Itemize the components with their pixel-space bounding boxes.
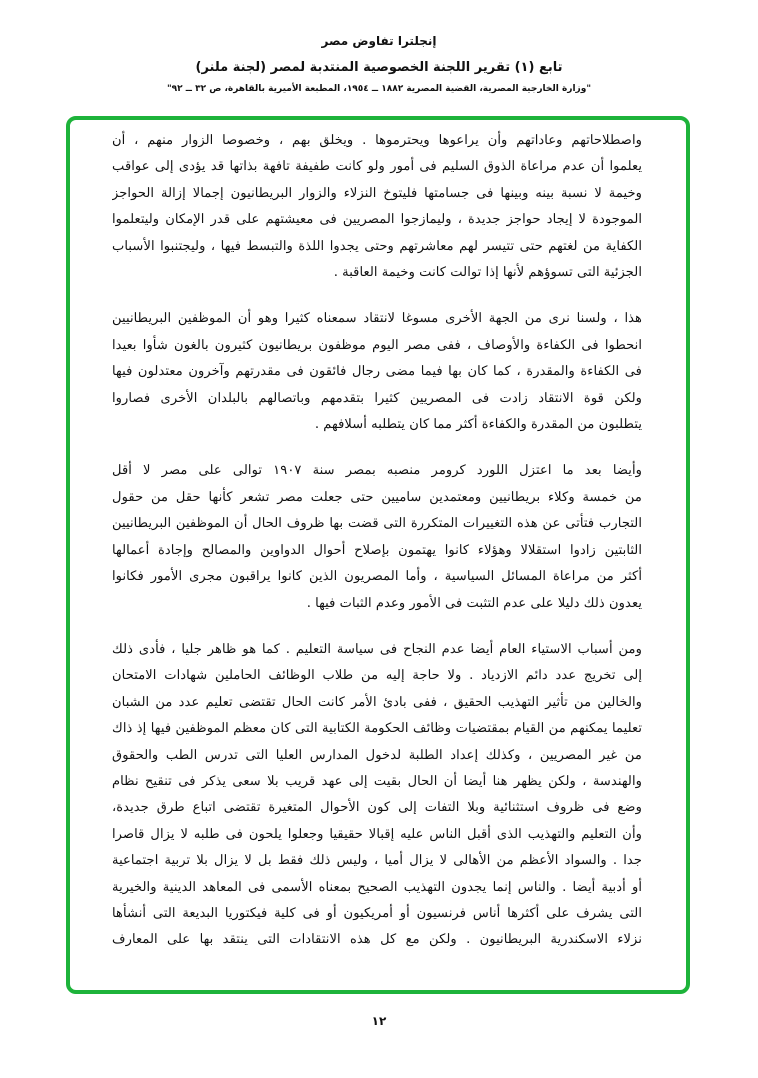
- text-line: التجارب فتأتى عن هذه التغييرات المتكررة التى قضت بها ظروف الحال أن الموظفين البريطانيين: [112, 516, 642, 532]
- paragraph-1: [112, 128, 642, 286]
- text-line: وخيمة لا نسبة بينه وبينها فى جسامتها فليتوخ النزلاء والزوار البريطانيون إجمالا إزالة الحواجز: [112, 185, 642, 201]
- document-subtitle: تابع (١) تقرير اللجنة الخصوصية المنتدبة لمصر (لجنة ملنر): [195, 60, 563, 75]
- text-line: الثابتين زادوا استقلالا وهؤلاء كانوا يهتمون بإصلاح أحوال الدواوين والمصالح وإجادة أعمالها: [112, 542, 642, 558]
- text-line: وضع فى ظروف استثنائية وبلا التفات إلى كون الأحوال المتغيرة تقتضى اتباع طرق جديدة،: [112, 800, 642, 816]
- text-line: الموجودة لا إيجاد حواجز جديدة ، وليمازجوا المصريين فى معيشتهم على قدر الإمكان وليتعلموا: [112, 212, 642, 228]
- document-body: [112, 128, 642, 954]
- text-line: والهندسة ، ولكن يظهر هنا أيضا أن الحال بقيت إلى عهد قريب بلا سعى يذكر فى تنقيح نظام: [112, 773, 642, 789]
- text-line: يعلموا أن عدم مراعاة الذوق السليم فى أمور ولو كانت طفيفة تافهة بذاتها قد يؤدى إلى عواقب: [112, 159, 642, 175]
- text-line: من خمسة وكلاء بريطانيين ومعتمدين ساميين حتى جعلت مصر تشعر كأنها حقل من حقول: [112, 489, 642, 505]
- text-line: أو أدبية أيضا . والناس إنما يجدون التهذيب الصحيح بمعناه الأسمى فى المعاهد الدينية والخيرية: [112, 879, 642, 895]
- text-line: الكفاية من لغتهم حتى تتيسر لهم معاشرتهم وحتى يجدوا اللذة والتبسط فيها ، وليجتنبوا الأسباب: [112, 238, 642, 254]
- text-line: الجزئية التى تسوؤهم لأنها إذا توالت كانت وخيمة العاقبة .: [333, 265, 642, 281]
- text-line: نزلاء الاسكندرية البريطانيون . ولكن مع كل هذه الانتقادات التى ينتقد بها على المعارف: [112, 932, 642, 948]
- text-line: ولكن قوة الانتقاد زادت فى المصريين كثيرا بتقدمهم وباتصالهم بالبلدان الأخرى فصاروا: [112, 390, 642, 406]
- text-line: التى يشرف على أكثرها أناس فرنسيون أو أمريكيون أو فى كلية فيكتوريا البديعة التى أنشأها: [112, 905, 642, 921]
- paragraph-4: [112, 637, 642, 954]
- paragraph-3: [112, 458, 642, 616]
- text-line: إلى تخريج عدد دائم الازدياد . ولا حاجة إليه من طلاب الوظائف الحاملين شهادات الامتحان: [112, 668, 642, 684]
- text-line: انحطوا فى الكفاءة والأوصاف ، ففى مصر اليوم موظفون بريطانيون كثيرون بالغون شأوا بعيدا: [112, 337, 642, 353]
- document-title: إنجلترا تفاوض مصر: [321, 34, 437, 48]
- text-line: من غير المصريين ، وكذلك إعداد الطلبة لدخول المدارس العليا التى تدرس الطب والحقوق: [112, 747, 642, 763]
- text-line: فى الكفاءة والمقدرة ، كما كان بها فيما مضى رجال فائقون فى مقدرتهم وآخرون معتدلون فيها: [112, 364, 642, 380]
- text-line: هذا ، ولسنا نرى من الجهة الأخرى مسوغا لانتقاد سمعناه كثيرا وهو أن الموظفين البريطانيين: [112, 311, 642, 327]
- text-line: جدا . والسواد الأعظم من الأهالى لا يزال أميا ، وليس ذلك فقط بل لا يزال بلا تربية اجتماعية: [112, 853, 642, 869]
- text-line: والخالين من تأثير التهذيب الحقيق ، ففى بادئ الأمر كانت الحال تقتضى تعليم عدد من الشبان: [112, 694, 642, 710]
- text-line: يعدون ذلك دليلا على عدم التثبت فى الأمور وعدم الثبات فيها .: [306, 595, 642, 611]
- text-line: ومن أسباب الاستياء العام أيضا عدم النجاح فى سياسة التعليم . كما هو ظاهر جليا ، فأدى ذلك: [112, 641, 642, 657]
- text-line: وأيضا بعد ما اعتزل اللورد كرومر منصبه بمصر سنة ١٩٠٧ توالى على مصر لا أقل: [112, 463, 642, 479]
- paragraph-2: [112, 306, 642, 438]
- page-number: ١٢: [371, 1014, 387, 1028]
- source-citation: "وزارة الخارجية المصرية، القضية المصرية ١٨٨٢ ــ ١٩٥٤، المطبعة الأميرية بالقاهرة، ص ٣٢ ــ ٩٢": [166, 84, 592, 94]
- page-header: [0, 30, 758, 96]
- text-line: واصطلاحاتهم وعاداتهم وأن يراعوها ويحترموها . ويخلق بهم ، وخصوصا الزوار منهم ، أن: [112, 133, 642, 148]
- text-line: يتطلبون من المقدرة والكفاءة أكثر مما كان يتطلبه أسلافهم .: [314, 417, 642, 433]
- text-line: وأن التعليم والتهذيب الذى أقبل الناس عليه إقبالا حقيقيا وجعلوا يلحون فى طلبه لا يزال قاصرا: [112, 826, 642, 842]
- text-line: أكثر من مراعاة المسائل السياسية ، وأما المصريون الذين كانوا يراقبون مجرى الأمور فكانوا: [112, 569, 642, 585]
- text-line: تعليما يمكنهم من القيام بمقتضيات وظائف الحكومة الكتابية التى كان معظم الموظفين فيها إذ ذاك: [112, 721, 642, 737]
